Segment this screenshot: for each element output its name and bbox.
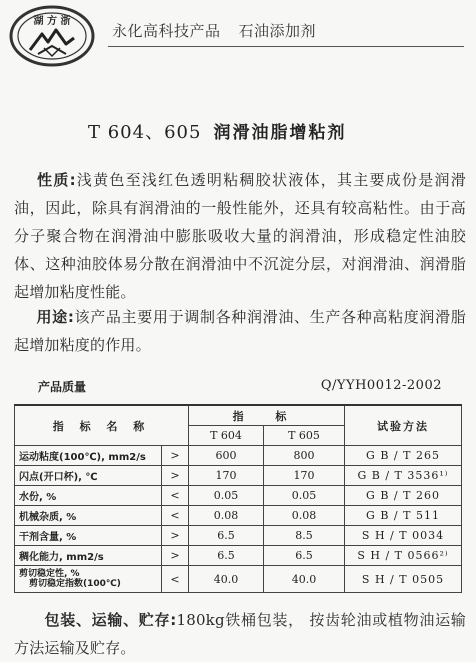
row-method: G B / T 511 [345, 506, 462, 526]
row-method: G B / T 3536¹⁾ [345, 466, 462, 486]
packaging-label: 包装、运输、贮存: [44, 611, 177, 629]
header-method: 试验方法 [345, 405, 462, 446]
row-item-line1: 剪切稳定性, % [19, 569, 80, 579]
table-header-row [15, 405, 462, 426]
header-col-t605: T 605 [264, 426, 345, 446]
row-op: < [162, 506, 189, 526]
table-row [15, 466, 462, 486]
row-method: S H / T 0034 [345, 526, 462, 546]
usage-paragraph [14, 303, 466, 359]
table-row [15, 446, 462, 466]
properties-label: 性质: [36, 171, 76, 189]
quality-standard: Q/YYH0012-2002 [320, 378, 442, 393]
table-row [15, 526, 462, 546]
row-op: < [162, 486, 189, 506]
row-method: G B / T 260 [345, 486, 462, 506]
row-item [15, 566, 162, 593]
product-name: 润滑油脂增粘剂 [213, 123, 347, 143]
row-value-t604: 0.05 [189, 486, 264, 506]
header-col-t604: T 604 [189, 426, 264, 446]
quality-heading: 产品质量 [38, 380, 87, 394]
row-method: S H / T 0505 [345, 566, 462, 593]
header-item: 指 标 名 称 [15, 405, 189, 446]
row-value-t605: 0.05 [264, 486, 345, 506]
row-value-t604: 170 [189, 466, 264, 486]
row-op: > [162, 446, 189, 466]
row-value-t604: 40.0 [189, 566, 264, 593]
row-item: 运动粘度(100℃), mm2/s [15, 446, 162, 466]
header-divider [108, 46, 464, 47]
row-value-t605: 170 [264, 466, 345, 486]
product-code: T 604、605 [88, 122, 202, 143]
row-item: 干剂含量, % [15, 526, 162, 546]
properties-paragraph [14, 166, 466, 306]
company-line: 永化高科技产品 [112, 22, 221, 40]
product-title [88, 118, 346, 144]
row-op: > [162, 546, 189, 566]
packaging-paragraph [14, 606, 466, 662]
row-method: G B / T 265 [345, 446, 462, 466]
row-op: > [162, 466, 189, 486]
row-value-t605: 6.5 [264, 546, 345, 566]
company-logo [8, 4, 96, 70]
row-item: 闪点(开口杯), ℃ [15, 466, 162, 486]
header-indicator: 指 标 [189, 405, 345, 426]
usage-label: 用途: [36, 308, 75, 326]
usage-text: 该产品主要用于调制各种润滑油、生产各种高粘度润滑脂起增加粘度的作用。 [14, 308, 466, 354]
table-row [15, 486, 462, 506]
row-value-t605: 8.5 [264, 526, 345, 546]
row-value-t604: 6.5 [189, 546, 264, 566]
packaging-text: 180kg铁桶包装， 按齿轮油或植物油运输方法运输及贮存。 [14, 611, 466, 657]
row-value-t604: 0.08 [189, 506, 264, 526]
row-item-line2: 剪切稳定指数(100℃) [29, 579, 121, 589]
table-row [15, 546, 462, 566]
quality-heading-row [38, 378, 456, 396]
row-value-t604: 600 [189, 446, 264, 466]
category-line: 石油添加剂 [238, 22, 317, 40]
row-item: 水份, % [15, 486, 162, 506]
row-value-t604: 6.5 [189, 526, 264, 546]
row-item: 机械杂质, % [15, 506, 162, 526]
row-value-t605: 40.0 [264, 566, 345, 593]
table-row [15, 566, 462, 593]
row-value-t605: 0.08 [264, 506, 345, 526]
row-value-t605: 800 [264, 446, 345, 466]
row-item: 稠化能力, mm2/s [15, 546, 162, 566]
row-op: < [162, 566, 189, 593]
properties-text: 浅黄色至浅红色透明粘稠胶状液体，其主要成份是润滑油，因此，除具有润滑油的一般性能外，还具有较高粘性。由于高分子聚合物在润滑油中膨胀吸收大量的润滑油，形成稳定性油胶体、这种油胶体易分散在润滑油中不沉淀分层，对润滑油、润滑脂起增加粘度性能。 [14, 171, 466, 301]
spec-table [14, 404, 462, 593]
table-row [15, 506, 462, 526]
page-header [112, 20, 316, 41]
logo-text: 湖 方 浙 [33, 16, 71, 27]
row-method: S H / T 0566²⁾ [345, 546, 462, 566]
row-op: > [162, 526, 189, 546]
